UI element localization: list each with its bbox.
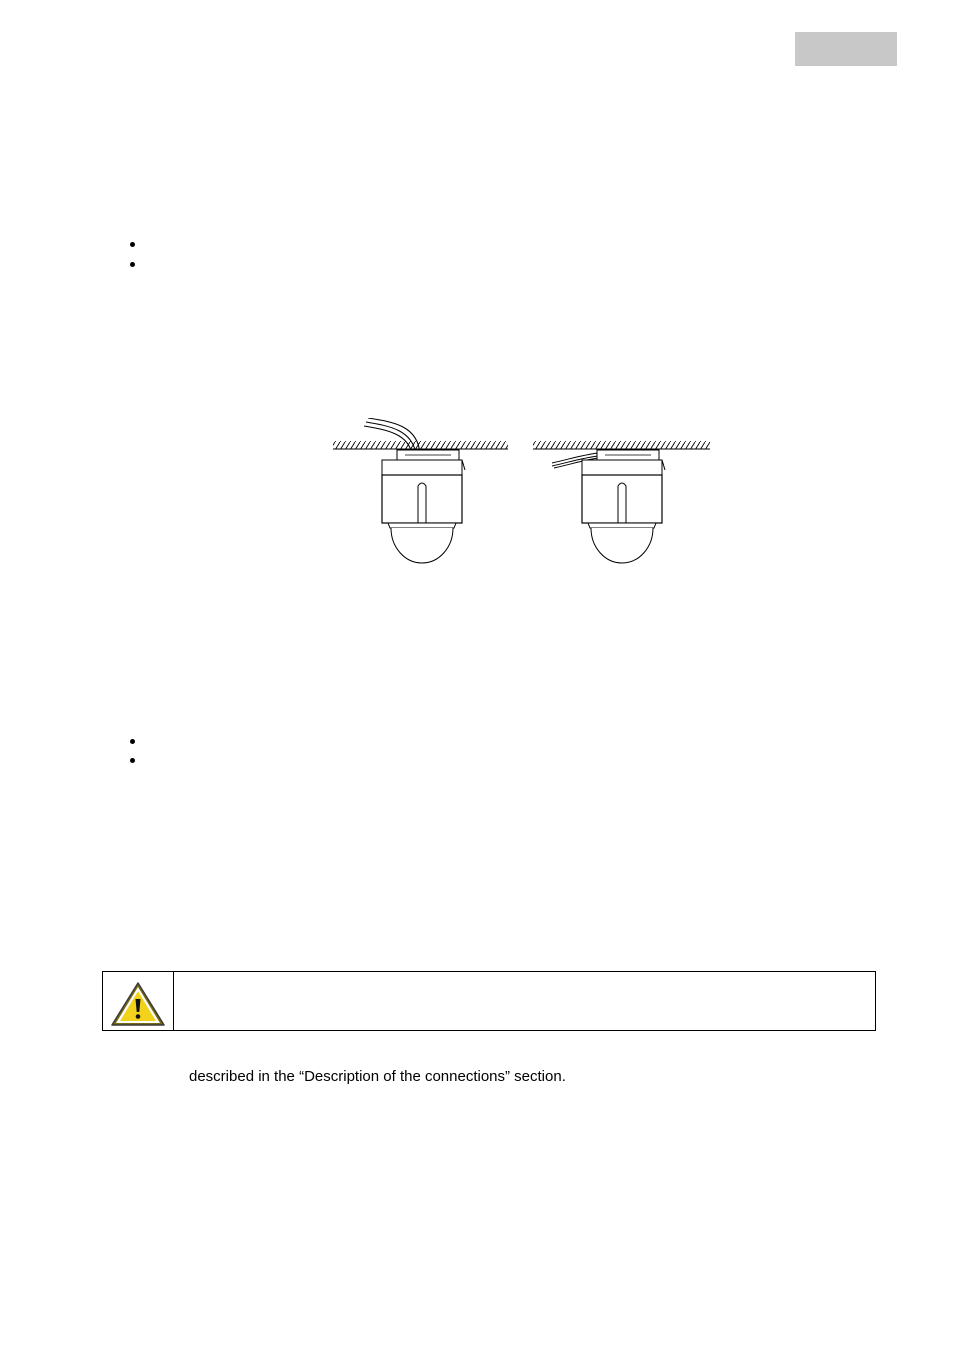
bullet: [130, 739, 135, 744]
warning-box: [102, 971, 876, 1031]
warning-icon-cell: [103, 972, 174, 1030]
bullet: [130, 242, 135, 247]
bullet: [130, 758, 135, 763]
mounting-figure: [330, 418, 715, 570]
warning-triangle-icon: [110, 981, 166, 1027]
dome-camera-illustration: [330, 418, 715, 570]
language-tab: [795, 32, 897, 66]
connections-reference-text: described in the “Description of the connections” section.: [189, 1068, 566, 1085]
bullet: [130, 262, 135, 267]
